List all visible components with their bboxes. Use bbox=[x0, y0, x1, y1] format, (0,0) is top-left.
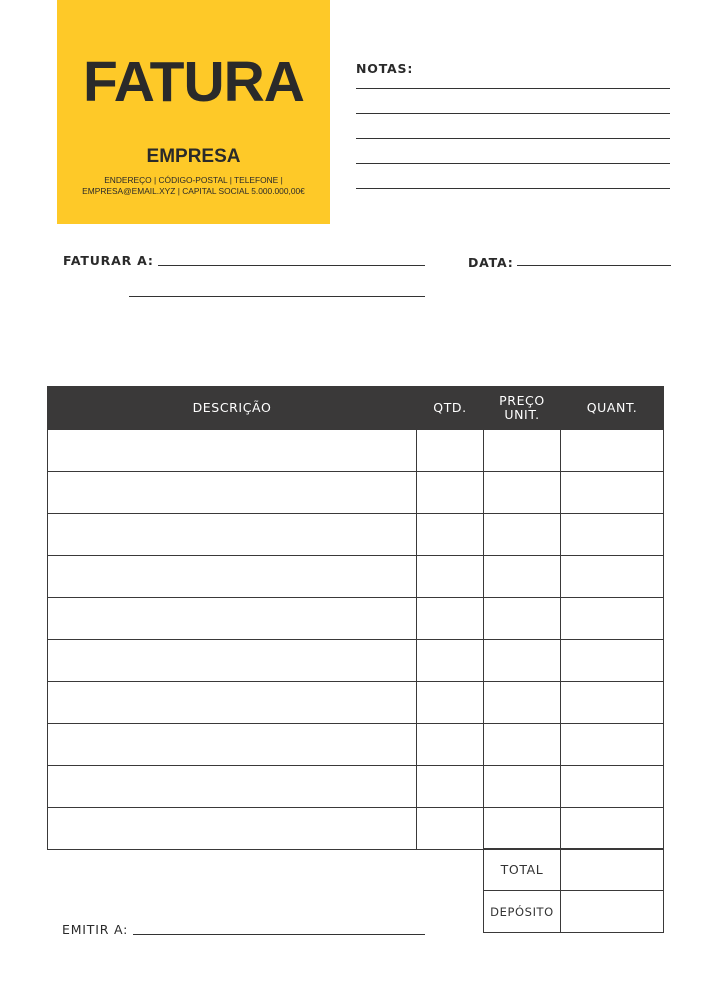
amount-cell[interactable] bbox=[561, 514, 664, 556]
description-cell[interactable] bbox=[48, 472, 417, 514]
description-cell[interactable] bbox=[48, 808, 417, 850]
amount-cell[interactable] bbox=[561, 766, 664, 808]
deposit-label: DEPÓSITO bbox=[484, 891, 561, 933]
qty-cell[interactable] bbox=[417, 682, 484, 724]
issue-to-line[interactable] bbox=[133, 934, 425, 935]
issue-to-label: EMITIR A: bbox=[62, 922, 129, 937]
unit-price-cell[interactable] bbox=[484, 430, 561, 472]
notes-line-3[interactable] bbox=[356, 138, 670, 139]
unit-price-cell[interactable] bbox=[484, 808, 561, 850]
bill-to-line-2[interactable] bbox=[129, 296, 425, 297]
table-row bbox=[48, 598, 664, 640]
notes-line-2[interactable] bbox=[356, 113, 670, 114]
total-value-cell[interactable] bbox=[561, 849, 664, 891]
table-row bbox=[48, 640, 664, 682]
column-header-description: DESCRIÇÃO bbox=[48, 387, 417, 430]
unit-price-cell[interactable] bbox=[484, 724, 561, 766]
qty-cell[interactable] bbox=[417, 472, 484, 514]
qty-cell[interactable] bbox=[417, 514, 484, 556]
amount-cell[interactable] bbox=[561, 598, 664, 640]
qty-cell[interactable] bbox=[417, 808, 484, 850]
qty-cell[interactable] bbox=[417, 640, 484, 682]
description-cell[interactable] bbox=[48, 430, 417, 472]
company-name: EMPRESA bbox=[146, 146, 241, 167]
notes-line-5[interactable] bbox=[356, 188, 670, 189]
company-header-box bbox=[57, 0, 330, 224]
company-info-line-1: ENDEREÇO | CÓDIGO-POSTAL | TELEFONE | bbox=[104, 175, 283, 185]
amount-cell[interactable] bbox=[561, 556, 664, 598]
total-label: TOTAL bbox=[484, 849, 561, 891]
table-row bbox=[48, 682, 664, 724]
amount-cell[interactable] bbox=[561, 808, 664, 850]
qty-cell[interactable] bbox=[417, 766, 484, 808]
table-row bbox=[48, 472, 664, 514]
amount-cell[interactable] bbox=[561, 640, 664, 682]
company-info-line-2: EMPRESA@EMAIL.XYZ | CAPITAL SOCIAL 5.000.000,00€ bbox=[82, 185, 305, 196]
table-header-row bbox=[48, 387, 664, 430]
invoice-title: FATURA bbox=[83, 50, 304, 114]
table-row bbox=[48, 514, 664, 556]
unit-price-cell[interactable] bbox=[484, 598, 561, 640]
unit-price-cell[interactable] bbox=[484, 682, 561, 724]
unit-price-header-line-1: PREÇO bbox=[499, 393, 545, 408]
unit-price-cell[interactable] bbox=[484, 640, 561, 682]
description-cell[interactable] bbox=[48, 766, 417, 808]
description-cell[interactable] bbox=[48, 514, 417, 556]
table-row bbox=[48, 556, 664, 598]
table-row bbox=[48, 430, 664, 472]
deposit-row bbox=[484, 891, 664, 933]
date-label: DATA: bbox=[468, 255, 514, 270]
amount-cell[interactable] bbox=[561, 682, 664, 724]
unit-price-header-line-2: UNIT. bbox=[504, 407, 540, 422]
column-header-unit-price bbox=[484, 387, 561, 430]
qty-cell[interactable] bbox=[417, 556, 484, 598]
notes-line-4[interactable] bbox=[356, 163, 670, 164]
amount-cell[interactable] bbox=[561, 472, 664, 514]
deposit-value-cell[interactable] bbox=[561, 891, 664, 933]
description-cell[interactable] bbox=[48, 556, 417, 598]
date-line[interactable] bbox=[517, 265, 671, 266]
column-header-qty: QTD. bbox=[417, 387, 484, 430]
items-table bbox=[47, 386, 664, 850]
bill-to-line-1[interactable] bbox=[158, 265, 425, 266]
qty-cell[interactable] bbox=[417, 724, 484, 766]
bill-to-label: FATURAR A: bbox=[63, 253, 154, 268]
amount-cell[interactable] bbox=[561, 430, 664, 472]
unit-price-cell[interactable] bbox=[484, 472, 561, 514]
total-row bbox=[484, 849, 664, 891]
table-row bbox=[48, 724, 664, 766]
notes-label: NOTAS: bbox=[356, 61, 414, 76]
amount-cell[interactable] bbox=[561, 724, 664, 766]
unit-price-cell[interactable] bbox=[484, 766, 561, 808]
table-row bbox=[48, 808, 664, 850]
description-cell[interactable] bbox=[48, 640, 417, 682]
description-cell[interactable] bbox=[48, 724, 417, 766]
unit-price-cell[interactable] bbox=[484, 556, 561, 598]
totals-table bbox=[483, 848, 664, 933]
qty-cell[interactable] bbox=[417, 598, 484, 640]
qty-cell[interactable] bbox=[417, 430, 484, 472]
description-cell[interactable] bbox=[48, 598, 417, 640]
company-info bbox=[67, 175, 320, 196]
description-cell[interactable] bbox=[48, 682, 417, 724]
column-header-amount: QUANT. bbox=[561, 387, 664, 430]
table-row bbox=[48, 766, 664, 808]
notes-line-1[interactable] bbox=[356, 88, 670, 89]
unit-price-cell[interactable] bbox=[484, 514, 561, 556]
